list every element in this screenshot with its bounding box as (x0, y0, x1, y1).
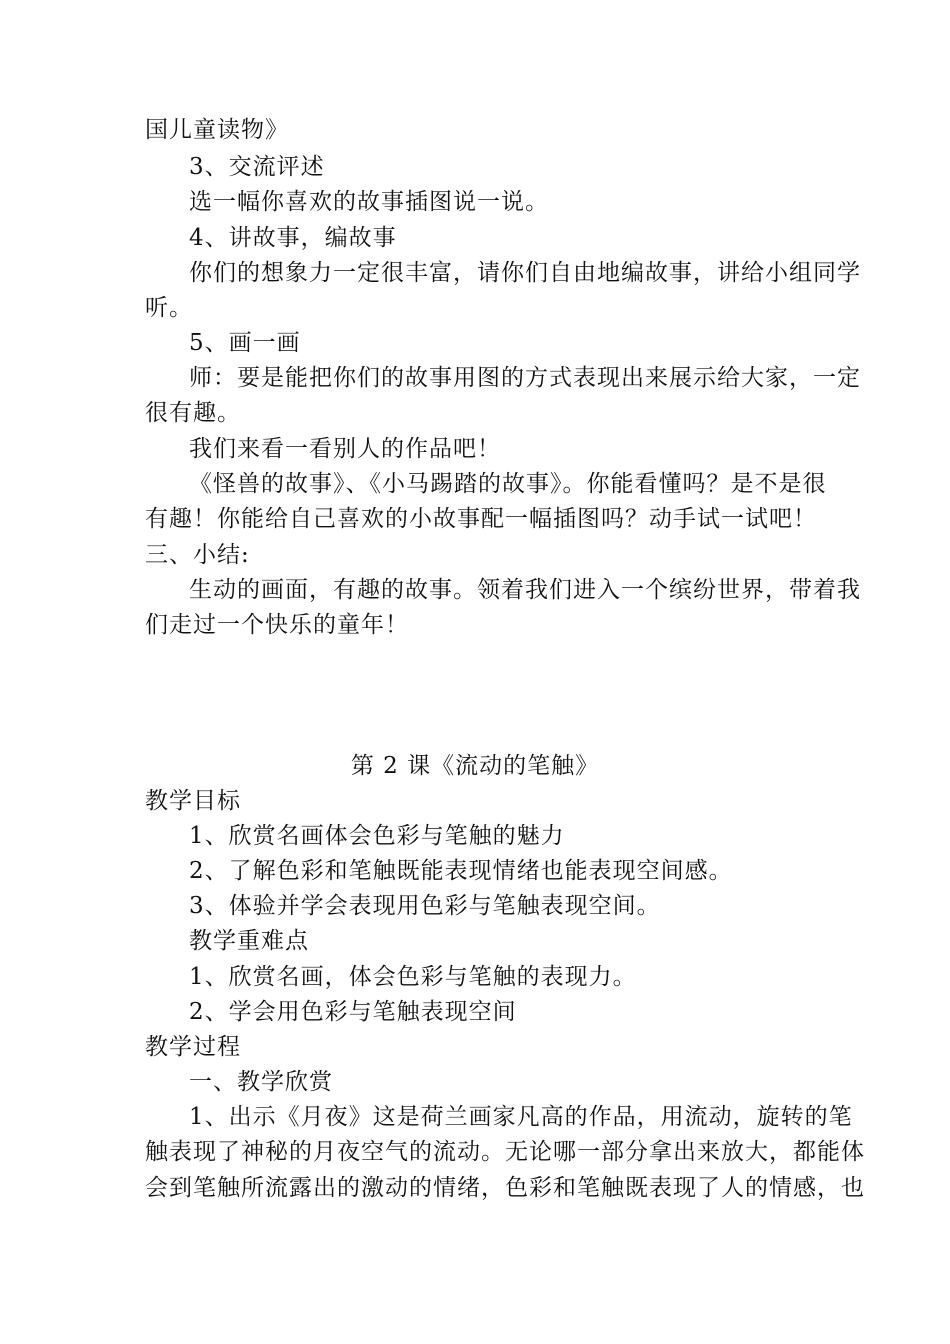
text-line: 有趣！你能给自己喜欢的小故事配一幅插图吗？动手试一试吧！ (145, 506, 817, 532)
lesson-title: 第 2 课《流动的笔触》 (350, 753, 600, 779)
text-line: 师：要是能把你们的故事用图的方式表现出来展示给大家，一定 (189, 365, 861, 391)
section-heading: 教学过程 (145, 1034, 241, 1060)
text-line: 触表现了神秘的月夜空气的流动。无论哪一部分拿出来放大，都能体 (145, 1139, 865, 1165)
text-line: 1、出示《月夜》这是荷兰画家凡高的作品，用流动，旋转的笔 (189, 1104, 853, 1130)
text-line: 听。 (145, 295, 193, 321)
text-line: 1、欣赏名画，体会色彩与笔触的表现力。 (189, 964, 637, 990)
text-line: 一、教学欣赏 (189, 1069, 333, 1095)
text-line: 2、学会用色彩与笔触表现空间 (189, 999, 517, 1025)
section-heading: 教学目标 (145, 788, 241, 814)
text-line: 选一幅你喜欢的故事插图说一说。 (189, 189, 549, 215)
text-line: 很有趣。 (145, 400, 241, 426)
text-line: 4、讲故事，编故事 (189, 225, 397, 251)
section-heading: 教学重难点 (189, 928, 309, 954)
text-line: 生动的画面，有趣的故事。领着我们进入一个缤纷世界，带着我 (189, 577, 861, 603)
text-line: 你们的想象力一定很丰富，请你们自由地编故事，讲给小组同学 (189, 260, 861, 286)
text-line: 2、了解色彩和笔触既能表现情绪也能表现空间感。 (189, 858, 733, 884)
text-line: 《怪兽的故事》、《小马踢踏的故事》。你能看懂吗？是不是很 (189, 471, 827, 497)
text-line: 3、体验并学会表现用色彩与笔触表现空间。 (189, 893, 661, 919)
text-line: 3、交流评述 (189, 154, 325, 180)
text-line: 会到笔触所流露出的激动的情绪，色彩和笔触既表现了人的情感，也 (145, 1175, 865, 1201)
text-line: 国儿童读物》 (145, 117, 289, 143)
text-line: 我们来看一看别人的作品吧！ (189, 436, 501, 462)
text-line: 们走过一个快乐的童年！ (145, 612, 409, 638)
text-line: 三、小结: (145, 542, 250, 568)
text-line: 1、欣赏名画体会色彩与笔触的魅力 (189, 823, 565, 849)
text-line: 5、画一画 (189, 330, 301, 356)
